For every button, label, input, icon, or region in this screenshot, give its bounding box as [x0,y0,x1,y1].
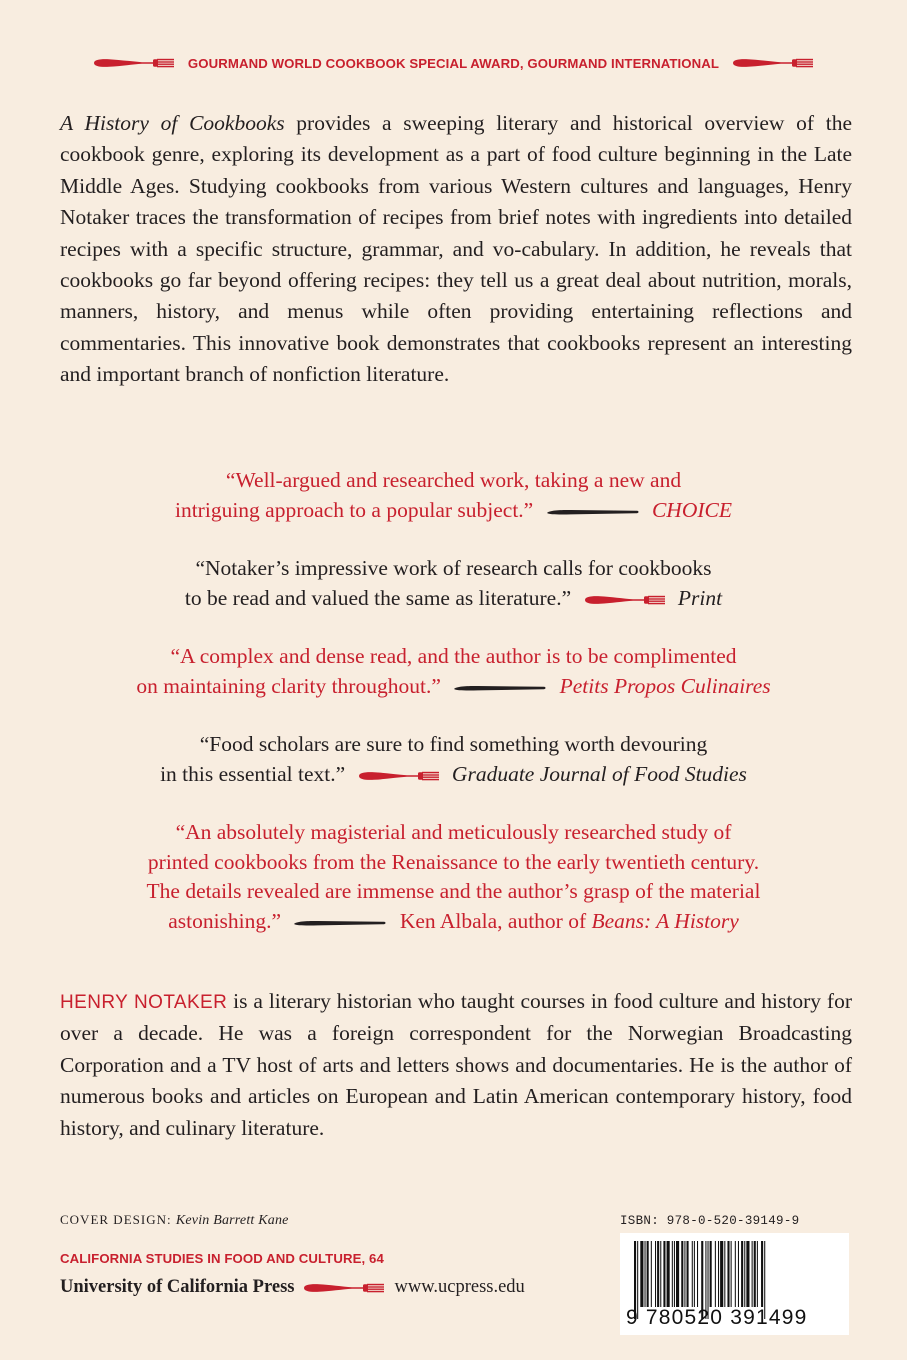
barcode-bar [687,1241,689,1307]
publisher-url: www.ucpress.edu [394,1277,525,1297]
quote-line-with-source [0,907,907,937]
fork-icon [583,594,667,606]
barcode-bar [694,1241,695,1307]
quote-line: “An absolutely magisterial and meticulously researched study of [175,820,732,844]
barcode-bar [697,1241,698,1307]
quote-line: in this essential text.” [160,761,346,786]
barcode-bar [754,1241,756,1307]
barcode-bar [727,1241,729,1307]
review-quotes [0,466,907,965]
barcode-bar [715,1241,716,1307]
barcode-bar [692,1241,693,1307]
barcode-bar [731,1241,732,1307]
quote-line: on maintaining clarity throughout.” [136,673,441,698]
barcode-bar [757,1241,758,1307]
publisher-line [60,1277,525,1298]
fork-icon [357,770,441,782]
knife-icon [452,682,548,694]
barcode-bar [660,1241,661,1307]
barcode-bar [735,1241,736,1307]
barcode-bar [724,1241,725,1307]
description-line: cabulary. In addition, he reveals that cookbooks go far beyond offering recipes: [60,236,852,293]
quote-line: “Notaker’s impressive work of research calls for cookbooks [195,556,712,580]
barcode [620,1233,849,1335]
barcode-bar [676,1241,679,1307]
review-quote [0,642,907,701]
barcode-bar [647,1241,649,1307]
fork-icon [731,57,815,69]
quote-source-title: Beans: A History [591,908,739,933]
author-name: HENRY NOTAKER [60,992,228,1013]
quote-line: intriguing approach to a popular subject.” [174,497,534,522]
barcode-bar [752,1241,753,1307]
publisher-name: University of California Press [60,1277,295,1297]
description-line: while often providing entertaining reflections and commentaries. This innovative [60,299,853,355]
quote-line: The details revealed are immense and the author’s grasp of the material [146,879,761,903]
quote-line: “Food scholars are sure to find something worth devouring [199,732,708,756]
quote-line: astonishing.” [168,908,282,933]
barcode-bar [684,1241,685,1307]
quote-source: CHOICE [651,497,732,522]
description-line: they tell us a great deal about nutrition, morals, manners, history, and menus [60,268,852,324]
quote-line: printed cookbooks from the Renaissance to the early twentieth century. [147,849,760,874]
description-line: provides a sweeping literary and historical overview of the [284,111,852,135]
barcode-bar [720,1241,723,1307]
designer-name: Kevin Barrett Kane [175,1213,289,1228]
review-quote-long [0,818,907,936]
quote-source: Ken Albala, author of [399,908,592,933]
quote-source: Graduate Journal of Food Studies [451,761,747,786]
review-quote [0,554,907,613]
series-title: CALIFORNIA STUDIES IN FOOD AND CULTURE, 64 [60,1251,384,1266]
quote-source: Print [677,585,723,610]
barcode-bar [651,1241,652,1307]
quote-source: Petits Propos Culinaires [559,673,771,698]
quote-line-with-source [0,760,907,790]
quote-line-with-source [0,672,907,702]
book-title: A History of Cookbooks [60,111,285,135]
barcode-bar [738,1241,739,1307]
barcode-bar [667,1241,670,1307]
barcode-bar [718,1241,719,1307]
quote-line-with-source [0,496,907,526]
barcode-bar [655,1241,656,1307]
quote-line: “A complex and dense read, and the author is to be complimented [170,644,737,668]
barcode-bar [640,1241,643,1307]
bio-text: is a literary historian who taught courses in food culture and history for over a decade. He was a foreign correspondent for the Norwegian Broadcasting Corporation and a TV host of arts and letters shows and documentaries. He is the author of numerous books and articles on European and Latin American contemporary history, food history, and culinary literature. [60,989,852,1140]
award-banner [0,48,907,78]
barcode-bar [657,1241,659,1307]
description-line: in the Late Middle Ages. Studying cookbooks from various Western cultures and [60,142,853,198]
barcode-bar [744,1241,745,1307]
author-bio [60,986,852,1144]
review-quote [0,730,907,789]
review-quote [0,466,907,525]
description-line: with ingredients into detailed recipes with a specific structure, grammar, and vo- [60,205,852,261]
barcode-bar [672,1241,673,1307]
description-line: cookbook genre, exploring its development as a part of food culture beginning [60,142,751,167]
award-text: GOURMAND WORLD COOKBOOK SPECIAL AWARD, GOURMAND INTERNATIONAL [187,55,720,71]
description-line: languages, Henry Notaker traces the transformation of recipes from brief notes [60,173,852,230]
quote-line: “Well-argued and researched work, taking a new and [225,468,682,492]
quote-line-with-source [0,584,907,614]
fork-icon [302,1282,386,1294]
barcode-digits: 9 780520 391499 [626,1306,808,1329]
barcode-bar [674,1241,675,1307]
barcode-bar [710,1241,712,1307]
barcode-bar [741,1241,743,1307]
barcode-bar [663,1241,665,1307]
barcode-bar [761,1241,763,1307]
credit-label: COVER DESIGN: [60,1212,172,1227]
fork-icon [92,57,176,69]
description-line: book demonstrates that cookbooks represent an interesting and important branch [60,330,852,387]
barcode-bar [681,1241,683,1307]
description-line: of nonfiction literature. [249,362,450,387]
barcode-bar [645,1241,646,1307]
knife-icon [292,917,388,929]
isbn-label: ISBN: 978-0-520-39149-9 [620,1214,800,1228]
book-description [60,108,852,391]
quote-line: to be read and valued the same as literature.” [184,585,572,610]
cover-design-credit [60,1212,289,1229]
knife-icon [545,506,641,518]
barcode-bar [746,1241,749,1307]
